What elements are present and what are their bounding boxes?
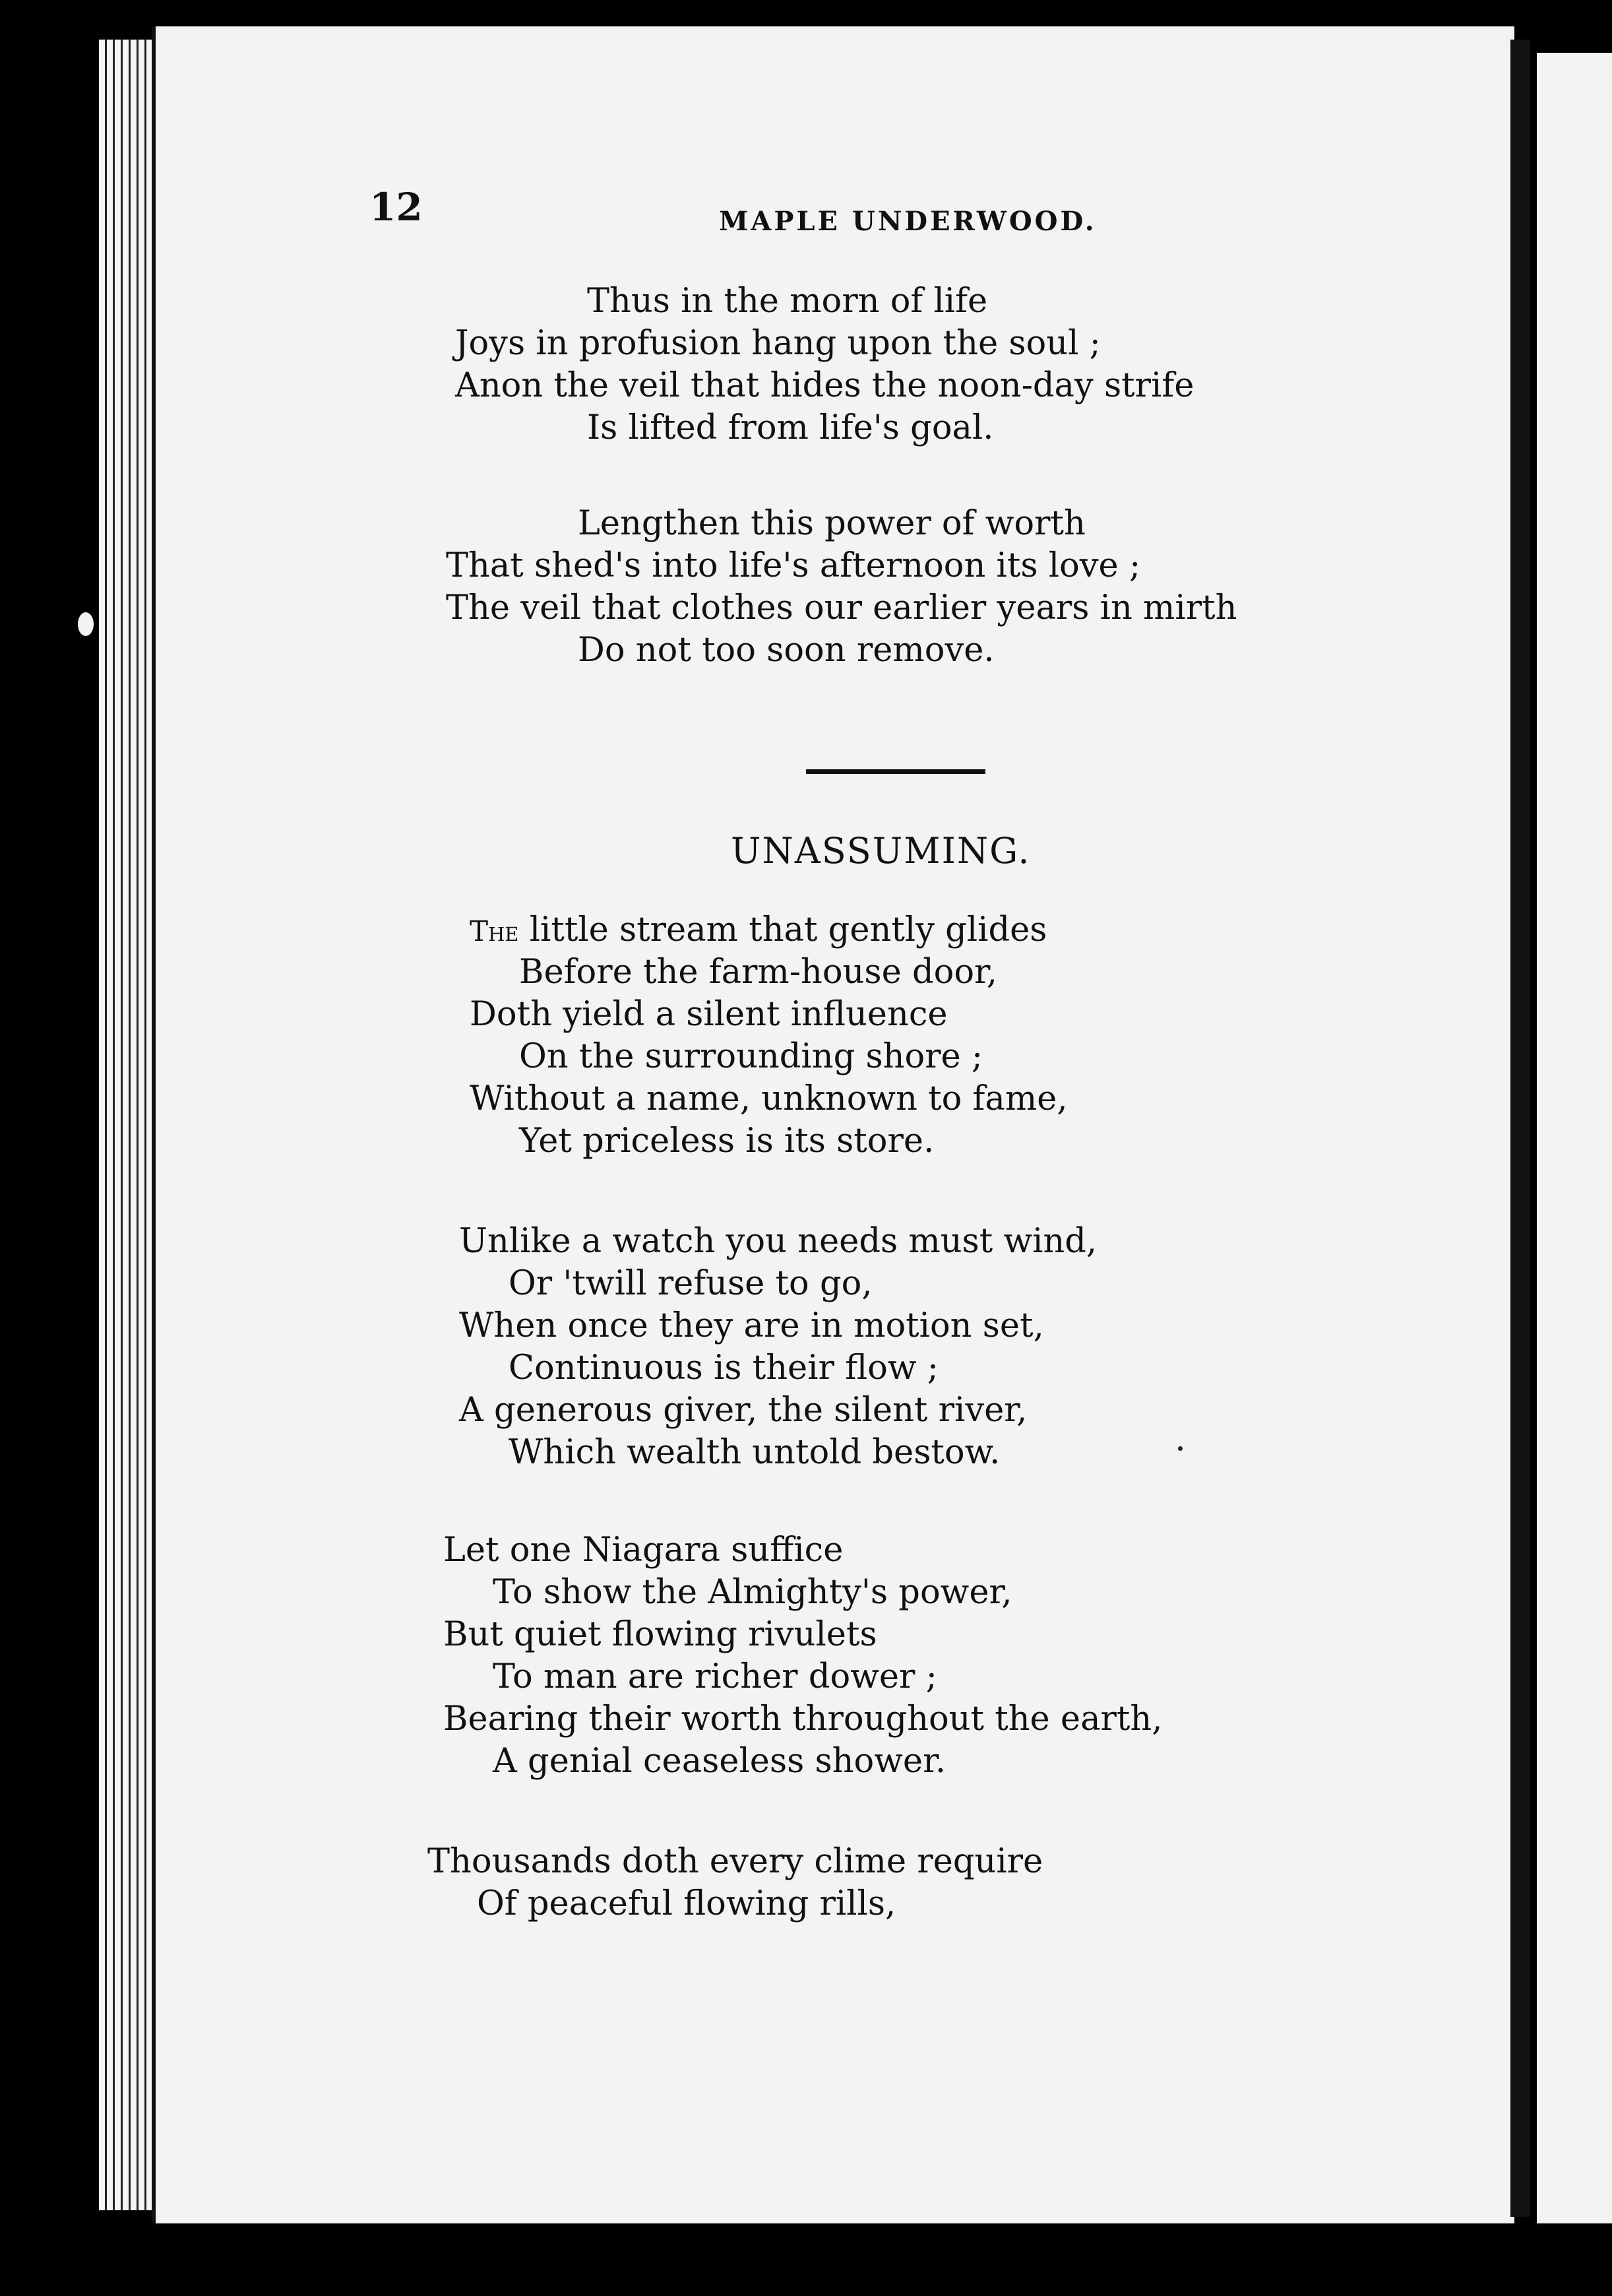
running-head: MAPLE UNDERWOOD. (719, 206, 1097, 237)
verse-line: Anon the veil that hides the noon-day strife (455, 366, 1194, 405)
page-number: 12 (369, 185, 423, 230)
verse-line: Lengthen this power of worth (578, 504, 1086, 543)
verse-line: To show the Almighty's power, (493, 1573, 1012, 1612)
verse-line-rest: little stream that gently glides (518, 910, 1047, 949)
verse-line: Thousands doth every clime require (427, 1842, 1043, 1881)
verse-line: Doth yield a silent influence (470, 995, 948, 1034)
book-gutter (1510, 40, 1530, 2217)
verse-line: Joys in profusion hang upon the soul ; (455, 324, 1101, 363)
verse-line: A generous giver, the silent river, (459, 1391, 1028, 1430)
facing-page-edge (1537, 53, 1612, 2223)
section-divider (806, 769, 985, 774)
verse-line: Which wealth untold bestow. (509, 1433, 1001, 1472)
verse-line: Bearing their worth throughout the earth, (443, 1700, 1163, 1738)
verse-line: Do not too soon remove. (578, 631, 995, 670)
verse-line: To man are richer dower ; (493, 1657, 937, 1696)
verse-line: A genial ceaseless shower. (493, 1742, 946, 1781)
poem-title: UNASSUMING. (731, 830, 1031, 872)
poem1-stanza-2 (446, 503, 1237, 672)
verse-line: When once they are in motion set, (459, 1306, 1044, 1345)
verse-line: That shed's into life's afternoon its love ; (446, 546, 1141, 585)
verse-line: Thus in the morn of life (587, 282, 988, 321)
verse-line: The veil that clothes our earlier years in mirth (446, 589, 1237, 627)
poem2-stanza-2 (459, 1221, 1097, 1474)
poem2-stanza-3 (443, 1529, 1162, 1783)
verse-line: Of peaceful flowing rills, (477, 1884, 896, 1923)
verse-line: Unlike a watch you needs must wind, (459, 1222, 1098, 1261)
verse-line: Yet priceless is its store. (519, 1122, 935, 1161)
verse-line: On the surrounding shore ; (519, 1037, 983, 1076)
verse-line: Let one Niagara suffice (443, 1531, 844, 1570)
verse-line (470, 909, 1068, 951)
poem2-stanza-1 (470, 909, 1068, 1163)
verse-line: Or 'twill refuse to go, (509, 1264, 873, 1303)
verse-line: Is lifted from life's goal. (587, 408, 994, 447)
page-edges (99, 40, 158, 2210)
opening-word: The (470, 915, 519, 947)
verse-line: Without a name, unknown to fame, (470, 1079, 1068, 1118)
verse-line: Continuous is their flow ; (509, 1349, 939, 1387)
poem1-stanza-1 (455, 280, 1194, 449)
ink-speck (1178, 1446, 1183, 1451)
punch-hole-mark (78, 612, 94, 636)
poem2-stanza-4 (427, 1841, 1043, 1925)
verse-line: But quiet flowing rivulets (443, 1615, 877, 1654)
verse-line: Before the farm-house door, (519, 953, 998, 992)
